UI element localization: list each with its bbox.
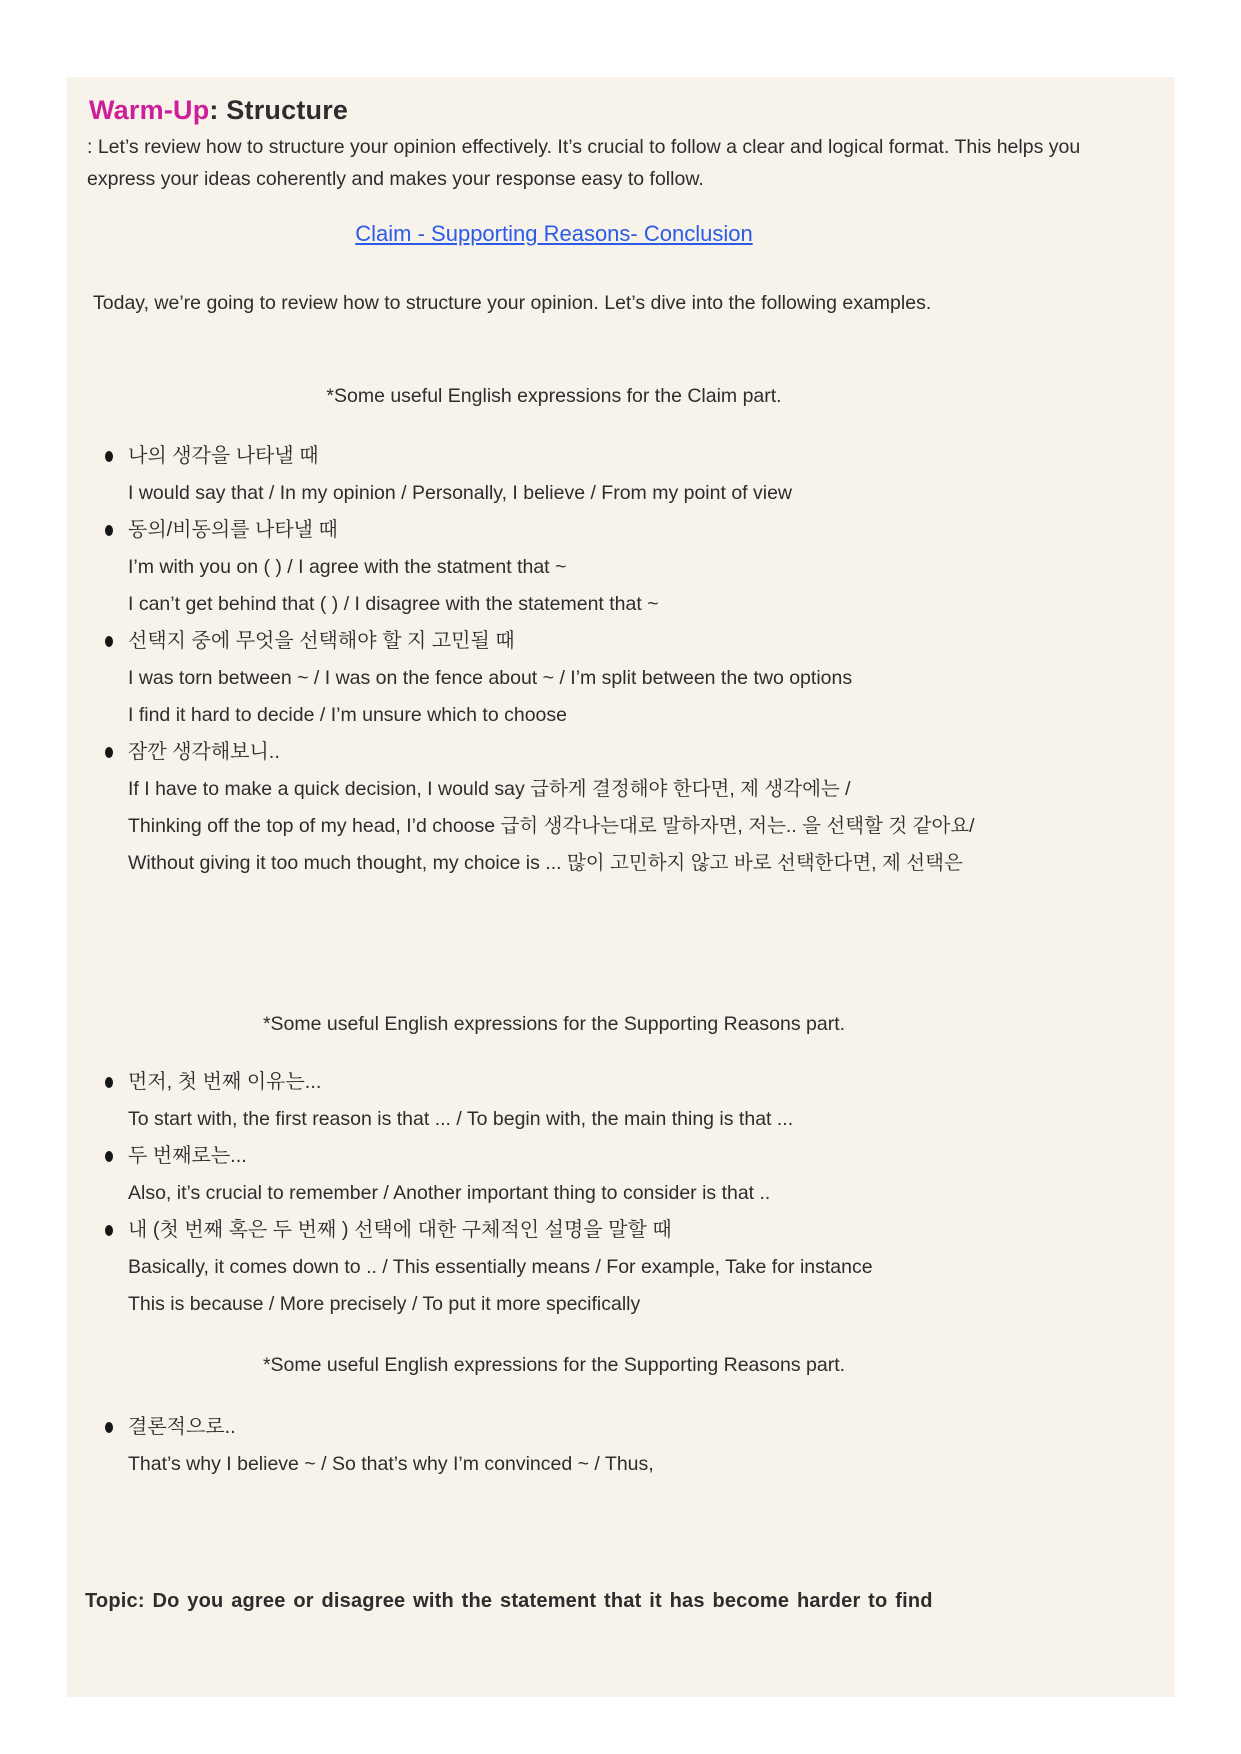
page-title bbox=[83, 93, 1105, 127]
expression-line: I’m with you on ( ) / I agree with the statment that ~ bbox=[128, 556, 567, 578]
expression-line: I find it hard to decide / I’m unsure which to choose bbox=[128, 704, 567, 726]
category-label-ko: 결론적으로.. bbox=[128, 1416, 236, 1438]
supporting-reasons-expression-list bbox=[83, 1064, 1105, 1323]
bullet-icon bbox=[105, 747, 113, 758]
bullet-icon bbox=[105, 451, 113, 462]
category-label-ko: 먼저, 첫 번째 이유는... bbox=[128, 1071, 322, 1093]
expression-line: Thinking off the top of my head, I’d choose 급히 생각나는대로 말하자면, 저는.. 을 선택할 것 같아요/ bbox=[128, 815, 975, 837]
expression-line: Without giving it too much thought, my choice is ... 많이 고민하지 않고 바로 선택한다면, 제 선택은 bbox=[128, 852, 963, 874]
expression-line: I would say that / In my opinion / Personally, I believe / From my point of view bbox=[128, 482, 793, 504]
bullet-icon bbox=[105, 1151, 113, 1162]
topic-statement: Topic: Do you agree or disagree with the statement that it has become harder to find bbox=[85, 1590, 933, 1612]
expression-line: I was torn between ~ / I was on the fence about ~ / I’m split between the two options bbox=[128, 667, 853, 689]
bullet-icon bbox=[105, 636, 113, 647]
claim-expression-list bbox=[83, 438, 1105, 882]
expression-line: This is because / More precisely / To put it more specifically bbox=[128, 1293, 641, 1315]
list-item bbox=[83, 734, 1105, 882]
lesson-sheet bbox=[67, 77, 1175, 1697]
bullet-icon bbox=[105, 1422, 113, 1433]
list-item bbox=[83, 1212, 1105, 1323]
list-item bbox=[83, 623, 1105, 734]
expression-line: To start with, the first reason is that ... / To begin with, the main thing is that ... bbox=[128, 1108, 794, 1130]
list-item bbox=[83, 1409, 1105, 1483]
category-label-ko: 두 번째로는... bbox=[128, 1145, 247, 1167]
category-label-ko: 선택지 중에 무엇을 선택해야 할 지 고민될 때 bbox=[128, 630, 515, 652]
category-label-ko: 동의/비동의를 나타낼 때 bbox=[128, 519, 338, 541]
structure-link-line bbox=[83, 219, 1105, 252]
bullet-icon bbox=[105, 1225, 113, 1236]
section-header-conclusion: *Some useful English expressions for the Supporting Reasons part. bbox=[262, 1354, 846, 1376]
bullet-icon bbox=[105, 1077, 113, 1088]
list-item bbox=[83, 1138, 1105, 1212]
expression-line: Also, it’s crucial to remember / Another important thing to consider is that .. bbox=[128, 1182, 771, 1204]
conclusion-expression-list bbox=[83, 1409, 1105, 1483]
category-label-ko: 나의 생각을 나타낼 때 bbox=[128, 445, 319, 467]
expression-line: I can’t get behind that ( ) / I disagree with the statement that ~ bbox=[128, 593, 659, 615]
intro-paragraph: : Let’s review how to structure your opinion effectively. It’s crucial to follow a clear and logical format. This helps you express your ideas coherently and makes your response easy to follow. bbox=[87, 136, 1081, 190]
category-label-ko: 내 (첫 번째 혹은 두 번째 ) 선택에 대한 구체적인 설명을 말할 때 bbox=[128, 1219, 672, 1241]
today-paragraph: Today, we’re going to review how to structure your opinion. Let’s dive into the following examples. bbox=[93, 292, 932, 314]
expression-line: If I have to make a quick decision, I would say 급하게 결정해야 한다면, 제 생각에는 / bbox=[128, 778, 851, 800]
section-header-supporting-reasons: *Some useful English expressions for the Supporting Reasons part. bbox=[262, 1013, 846, 1035]
structure-link[interactable]: Claim - Supporting Reasons- Conclusion bbox=[355, 221, 753, 246]
list-item bbox=[83, 1064, 1105, 1138]
bullet-icon bbox=[105, 525, 113, 536]
page-title-rest: : Structure bbox=[209, 95, 349, 125]
page-title-highlight: Warm-Up bbox=[89, 95, 210, 125]
expression-line: Basically, it comes down to .. / This essentially means / For example, Take for instance bbox=[128, 1256, 873, 1278]
expression-line: That’s why I believe ~ / So that’s why I’m convinced ~ / Thus, bbox=[128, 1453, 654, 1475]
list-item bbox=[83, 438, 1105, 512]
section-header-claim: *Some useful English expressions for the Claim part. bbox=[326, 385, 782, 407]
category-label-ko: 잠깐 생각해보니.. bbox=[128, 741, 280, 763]
list-item bbox=[83, 512, 1105, 623]
